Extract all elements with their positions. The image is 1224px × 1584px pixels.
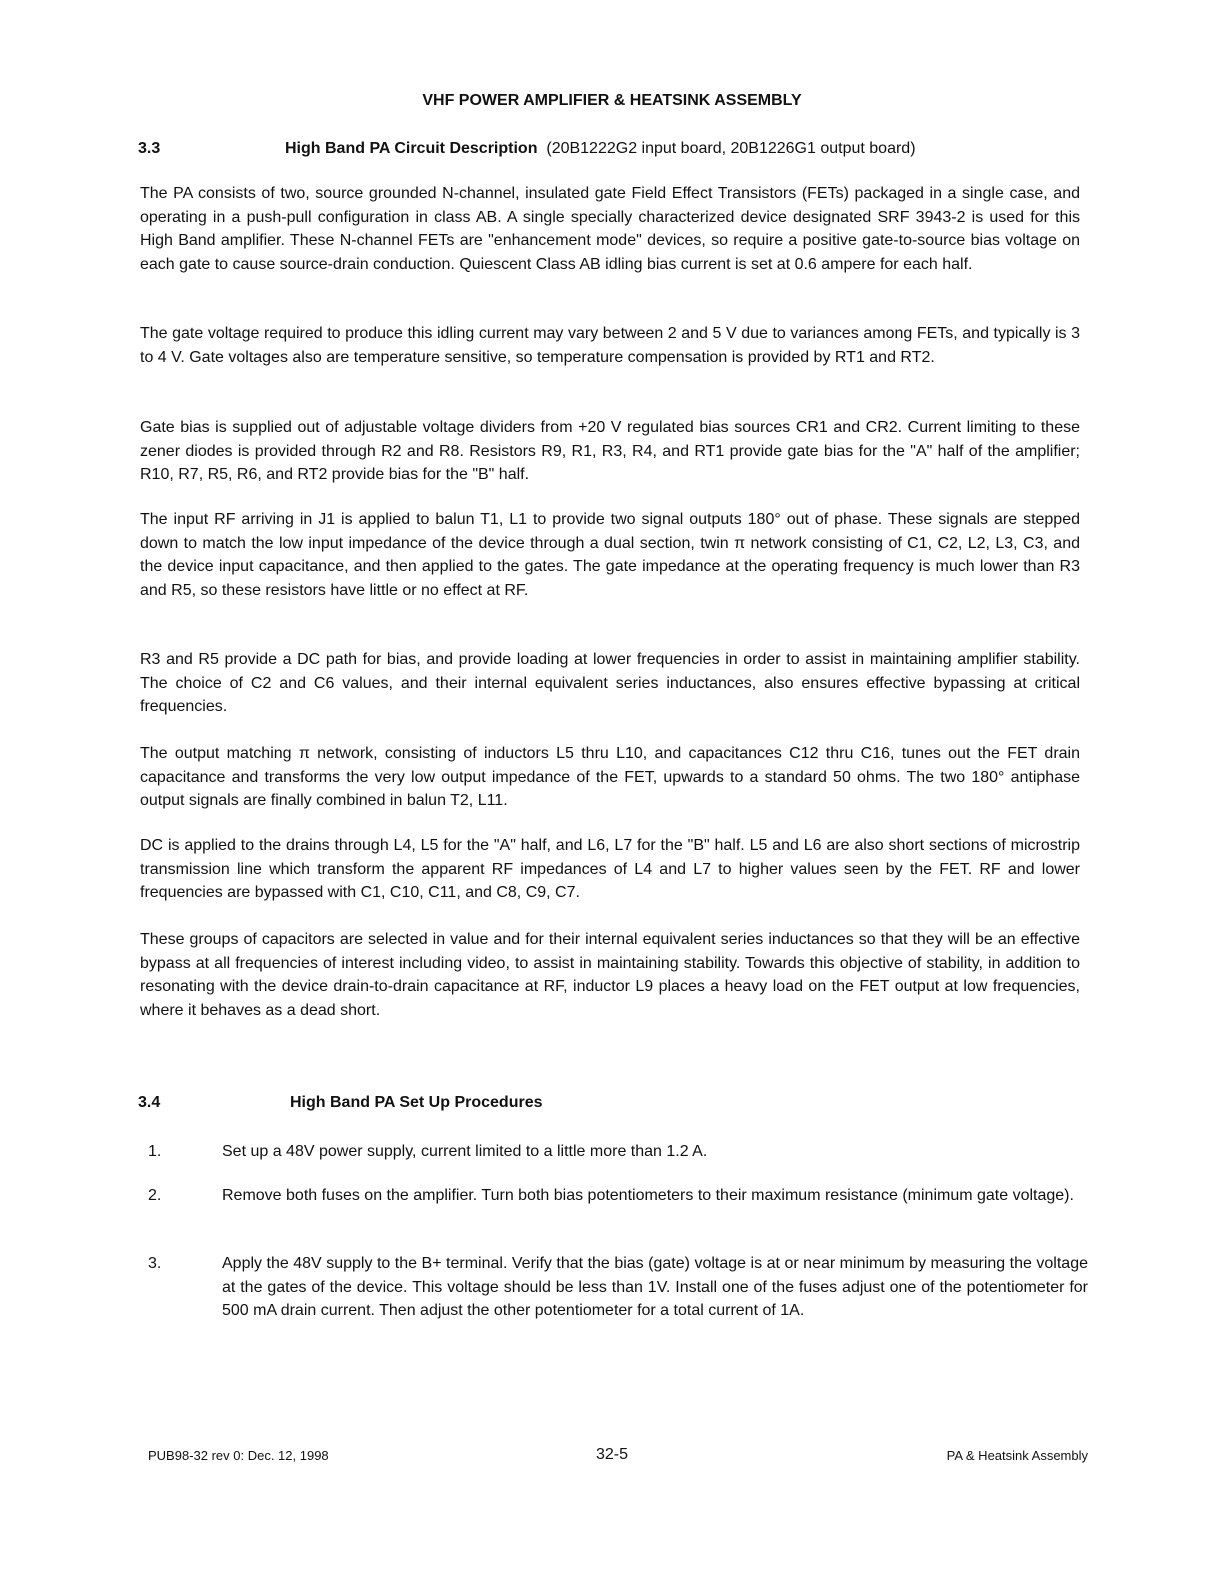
step-number: 3. [148, 1255, 162, 1272]
section-title: High Band PA Set Up Procedures [290, 1094, 543, 1111]
paragraph: The PA consists of two, source grounded N-channel, insulated gate Field Effect Transistors (FETs) packaged in a single case, and operating in a push-pull configuration in class AB. A single specially characterized device designated SRF 3943-2 is used for this High Band amplifier. These N-channel FETs are "enhancement mode" devices, so require a positive gate-to-source bias voltage on each gate to cause source-drain conduction. Quiescent Class AB idling bias current is set at 0.6 ampere for each half. [140, 185, 1080, 273]
step-number: 2. [148, 1187, 162, 1204]
section-note: (20B1222G2 input board, 20B1226G1 output board) [546, 140, 916, 157]
section-number: 3.3 [138, 140, 161, 157]
section-title [285, 140, 916, 158]
paragraph: The input RF arriving in J1 is applied to balun T1, L1 to provide two signal outputs 180° out of phase. These signals are stepped down to match the low input impedance of the device through a dual section, twin π network consisting of C1, C2, L2, L3, C3, and the device input capacitance, and then applied to the gates. The gate impedance at the operating frequency is much lower than R3 and R5, so these resistors have little or no effect at RF. [140, 511, 1080, 599]
step-text: Apply the 48V supply to the B+ terminal. Verify that the bias (gate) voltage is at or near minimum by measuring the voltage at the gates of the device. This voltage should be less than 1V. Install one of the fuses adjust one of the potentiometer for 500 mA drain current. Then adjust the other potentiometer for a total current of 1A. [222, 1255, 1088, 1319]
paragraph: R3 and R5 provide a DC path for bias, and provide loading at lower frequencies in order to assist in maintaining amplifier stability. The choice of C2 and C6 values, and their internal equivalent series inductances, also ensures effective bypassing at critical frequencies. [140, 651, 1080, 715]
paragraph: The gate voltage required to produce this idling current may vary between 2 and 5 V due to variances among FETs, and typically is 3 to 4 V. Gate voltages also are temperature sensitive, so temperature compensation is provided by RT1 and RT2. [140, 325, 1080, 366]
footer-publication: PUB98-32 rev 0: Dec. 12, 1998 [148, 1448, 329, 1463]
section-number: 3.4 [138, 1094, 161, 1111]
paragraph: The output matching π network, consisting of inductors L5 thru L10, and capacitances C12 thru C16, tunes out the FET drain capacitance and transforms the very low output impedance of the FET, upwards to a standard 50 ohms. The two 180° antiphase output signals are finally combined in balun T2, L11. [140, 745, 1080, 809]
step-number: 1. [148, 1143, 162, 1160]
page-title: VHF POWER AMPLIFIER & HEATSINK ASSEMBLY [422, 92, 802, 109]
paragraph: Gate bias is supplied out of adjustable voltage dividers from +20 V regulated bias sources CR1 and CR2. Current limiting to these zener diodes is provided through R2 and R8. Resistors R9, R1, R3, R4, and RT1 provide gate bias for the "A" half of the amplifier; R10, R7, R5, R6, and RT2 provide bias for the "B" half. [140, 419, 1080, 483]
step-text: Set up a 48V power supply, current limited to a little more than 1.2 A. [222, 1143, 708, 1160]
footer-page-number: 32-5 [595, 1446, 629, 1463]
section-title-text: High Band PA Circuit Description [285, 140, 538, 157]
step-text: Remove both fuses on the amplifier. Turn both bias potentiometers to their maximum resistance (minimum gate voltage). [222, 1187, 1074, 1204]
paragraph: DC is applied to the drains through L4, L5 for the "A" half, and L6, L7 for the "B" half. L5 and L6 are also short sections of microstrip transmission line which transform the apparent RF impedances of L4 and L7 to higher values seen by the FET. RF and lower frequencies are bypassed with C1, C10, C11, and C8, C9, C7. [140, 837, 1080, 901]
paragraph: These groups of capacitors are selected in value and for their internal equivalent series inductances so that they will be an effective bypass at all frequencies of interest including video, to assist in maintaining stability. Towards this objective of stability, in addition to resonating with the device drain-to-drain capacitance at RF, inductor L9 places a heavy load on the FET output at low frequencies, where it behaves as a dead short. [140, 931, 1080, 1019]
footer-section-name: PA & Heatsink Assembly [946, 1448, 1088, 1463]
